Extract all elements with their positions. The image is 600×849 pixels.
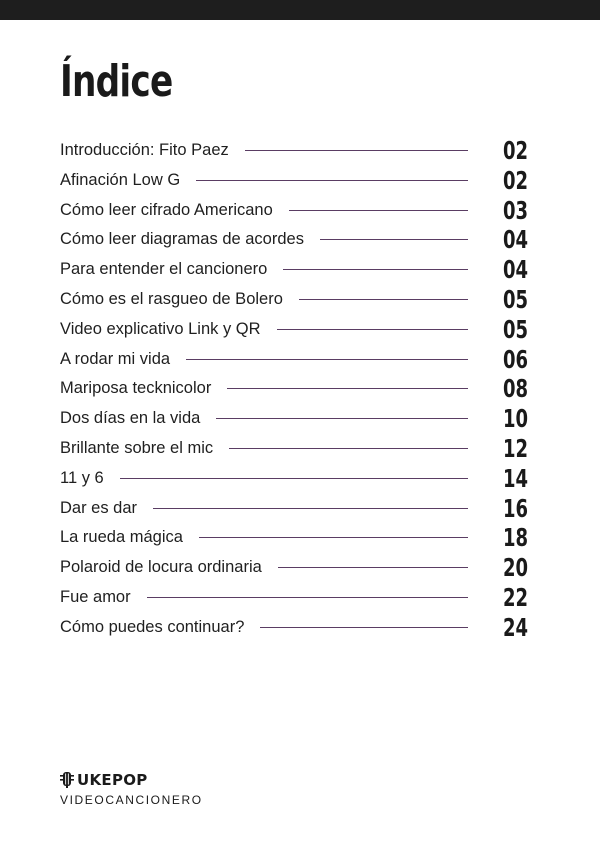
toc-leader-line xyxy=(320,239,468,240)
top-bar xyxy=(0,0,600,20)
toc-entry[interactable] xyxy=(60,225,530,255)
toc-entry[interactable] xyxy=(60,136,530,166)
toc-page-number: 06 xyxy=(502,344,528,374)
toc-entry-title: Fue amor xyxy=(60,587,131,606)
toc-page-number: 22 xyxy=(502,582,528,612)
toc-page-number: 04 xyxy=(502,255,528,285)
toc-page-number: 05 xyxy=(502,314,528,344)
toc-entry-title: Para entender el cancionero xyxy=(60,260,268,279)
toc-page-number: 05 xyxy=(502,284,528,314)
toc-page-number: 04 xyxy=(502,225,528,255)
toc-entry-title: Cómo puedes continuar? xyxy=(60,617,245,636)
toc-entry[interactable] xyxy=(60,315,530,345)
page-title: Índice xyxy=(60,56,173,107)
toc-page-number: 12 xyxy=(502,433,528,463)
toc-leader-line xyxy=(260,627,468,628)
toc-page-number: 02 xyxy=(502,165,528,195)
toc-leader-line xyxy=(227,388,468,389)
toc-leader-line xyxy=(120,478,468,479)
toc-page-number: 14 xyxy=(502,463,528,493)
toc-page-number: 02 xyxy=(502,136,528,165)
toc-entry[interactable] xyxy=(60,523,530,553)
toc-entry[interactable] xyxy=(60,345,530,375)
toc-entry-title: Cómo leer diagramas de acordes xyxy=(60,230,304,249)
toc-entry[interactable] xyxy=(60,166,530,196)
toc-page-number: 24 xyxy=(502,612,528,642)
toc-leader-line xyxy=(278,567,468,568)
toc-leader-line xyxy=(199,537,468,538)
toc-page-number: 08 xyxy=(502,374,528,404)
toc-entry[interactable] xyxy=(60,196,530,226)
toc-page-number: 03 xyxy=(502,195,528,225)
toc-page-number: 16 xyxy=(502,493,528,523)
ukulele-head-icon xyxy=(60,772,74,788)
toc-leader-line xyxy=(277,329,468,330)
toc-entry-title: Video explicativo Link y QR xyxy=(60,319,261,338)
brand-footer xyxy=(60,770,203,807)
toc-page-number: 20 xyxy=(502,553,528,583)
toc-entry[interactable] xyxy=(60,583,530,613)
toc-entry[interactable] xyxy=(60,494,530,524)
toc-leader-line xyxy=(186,359,468,360)
toc-leader-line xyxy=(147,597,468,598)
toc-entry-title: Cómo leer cifrado Americano xyxy=(60,200,273,219)
toc-entry-title: Polaroid de locura ordinaria xyxy=(60,558,262,577)
toc-entry-title: Introducción: Fito Paez xyxy=(60,141,229,159)
toc-entry-title: Afinación Low G xyxy=(60,170,181,189)
brand-subtitle: VIDEOCANCIONERO xyxy=(60,793,203,807)
toc-entry[interactable] xyxy=(60,553,530,583)
toc-entry-title: Dar es dar xyxy=(60,498,138,517)
toc-leader-line xyxy=(229,448,468,449)
table-of-contents xyxy=(60,136,530,643)
toc-entry-title: La rueda mágica xyxy=(60,528,183,547)
toc-leader-line xyxy=(283,269,468,270)
toc-entry[interactable] xyxy=(60,374,530,404)
brand-name: UKEPOP xyxy=(77,771,148,789)
toc-entry[interactable] xyxy=(60,404,530,434)
toc-entry[interactable] xyxy=(60,285,530,315)
toc-entry-title: Cómo es el rasgueo de Bolero xyxy=(60,289,283,308)
toc-entry-title: Brillante sobre el mic xyxy=(60,438,214,457)
toc-leader-line xyxy=(196,180,468,181)
toc-leader-line xyxy=(289,210,468,211)
toc-entry[interactable] xyxy=(60,255,530,285)
toc-entry-title: Mariposa tecknicolor xyxy=(60,379,212,398)
toc-entry[interactable] xyxy=(60,464,530,494)
toc-leader-line xyxy=(153,508,468,509)
toc-leader-line xyxy=(216,418,468,419)
toc-entry[interactable] xyxy=(60,613,530,643)
brand-logo xyxy=(60,770,203,790)
toc-leader-line xyxy=(245,150,468,151)
toc-entry-title: A rodar mi vida xyxy=(60,349,171,368)
toc-entry-title: 11 y 6 xyxy=(60,468,104,487)
toc-page-number: 18 xyxy=(502,523,528,553)
toc-page-number: 10 xyxy=(502,404,528,434)
toc-leader-line xyxy=(299,299,468,300)
toc-entry[interactable] xyxy=(60,434,530,464)
toc-entry-title: Dos días en la vida xyxy=(60,409,201,428)
